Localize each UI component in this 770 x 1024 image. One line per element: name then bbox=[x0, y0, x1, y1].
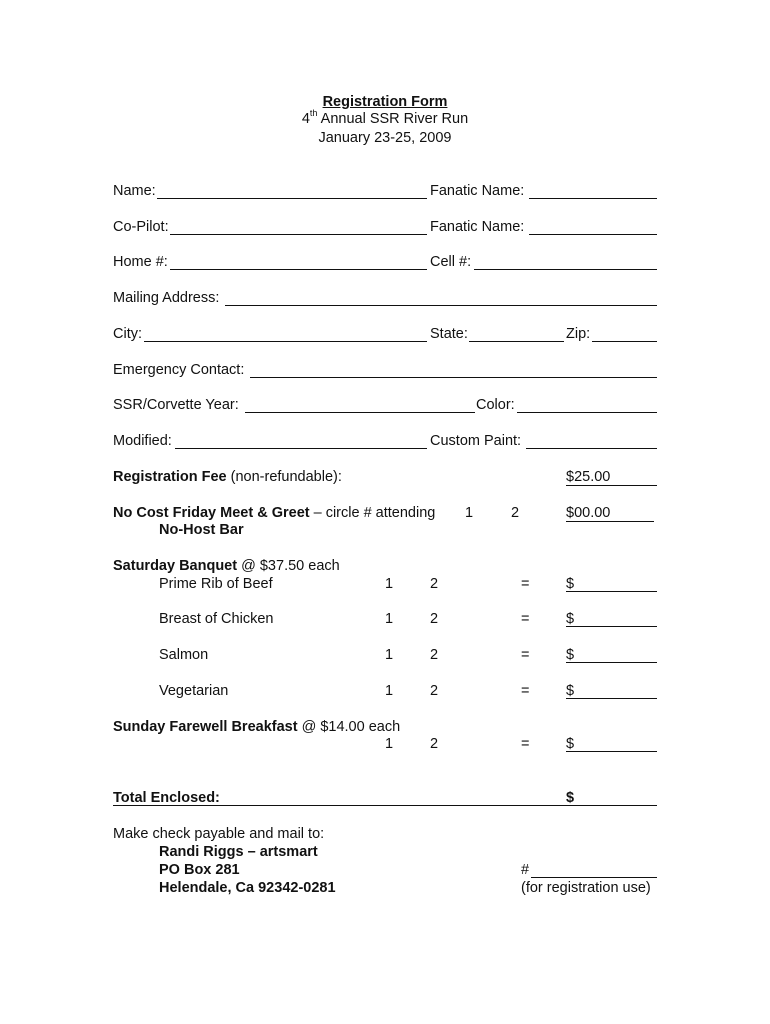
quantity-option-1[interactable]: 1 bbox=[385, 647, 394, 663]
registration-fee-label: Registration Fee bbox=[113, 469, 227, 485]
event-ordinal: 4 bbox=[301, 111, 310, 127]
friday-option-1[interactable]: 1 bbox=[465, 505, 474, 521]
custom-paint-field[interactable] bbox=[526, 448, 657, 449]
quantity-option-2[interactable]: 2 bbox=[430, 576, 439, 592]
cell-phone-label: Cell #: bbox=[430, 254, 472, 270]
friday-amount-underline bbox=[566, 521, 654, 522]
name-label: Name: bbox=[113, 183, 156, 199]
menu-item-name: Breast of Chicken bbox=[159, 611, 274, 627]
copilot-field[interactable] bbox=[170, 234, 427, 235]
equals-sign: = bbox=[521, 736, 530, 752]
mail-instructions: Make check payable and mail to: bbox=[113, 826, 325, 842]
event-ordinal-suffix: th bbox=[309, 108, 318, 119]
menu-item-name: Salmon bbox=[159, 647, 209, 663]
registration-number-hash: # bbox=[521, 862, 530, 878]
friday-label: No Cost Friday Meet & Greet bbox=[113, 505, 310, 521]
zip-label: Zip: bbox=[566, 326, 591, 342]
saturday-note: @ $37.50 each bbox=[237, 558, 340, 574]
equals-sign: = bbox=[521, 683, 530, 699]
mail-recipient-name: Randi Riggs – artsmart bbox=[159, 844, 318, 860]
menu-item-name: Vegetarian bbox=[159, 683, 229, 699]
vehicle-year-field[interactable] bbox=[245, 412, 475, 413]
fanatic-name-field[interactable] bbox=[529, 198, 657, 199]
mailing-address-label: Mailing Address: bbox=[113, 290, 220, 306]
sunday-label: Sunday Farewell Breakfast bbox=[113, 719, 298, 735]
friday-note: – circle # attending bbox=[309, 505, 436, 521]
equals-sign: = bbox=[521, 611, 530, 627]
saturday-line bbox=[113, 558, 340, 575]
event-title bbox=[0, 108, 770, 128]
equals-sign: = bbox=[521, 647, 530, 663]
registration-fee-amount: $25.00 bbox=[566, 469, 611, 485]
amount-field[interactable] bbox=[566, 698, 657, 699]
state-label: State: bbox=[430, 326, 468, 342]
sunday-amount-field[interactable] bbox=[566, 751, 657, 752]
currency-sign: $ bbox=[566, 611, 575, 627]
registration-fee-underline bbox=[566, 485, 657, 486]
sunday-option-1[interactable]: 1 bbox=[385, 736, 394, 752]
mail-city: Helendale, Ca 92342-0281 bbox=[159, 880, 336, 896]
registration-use-note: (for registration use) bbox=[521, 880, 651, 896]
mail-po-box: PO Box 281 bbox=[159, 862, 240, 878]
total-currency-sign: $ bbox=[566, 790, 575, 806]
sunday-line bbox=[113, 719, 400, 736]
quantity-option-2[interactable]: 2 bbox=[430, 611, 439, 627]
total-enclosed-label: Total Enclosed: bbox=[113, 790, 220, 806]
quantity-option-2[interactable]: 2 bbox=[430, 647, 439, 663]
friday-no-host-bar: No-Host Bar bbox=[159, 522, 244, 538]
currency-sign: $ bbox=[566, 576, 575, 592]
form-title: Registration Form bbox=[322, 94, 448, 110]
equals-sign: = bbox=[521, 576, 530, 592]
amount-field[interactable] bbox=[566, 626, 657, 627]
quantity-option-1[interactable]: 1 bbox=[385, 683, 394, 699]
emergency-contact-label: Emergency Contact: bbox=[113, 362, 245, 378]
fanatic-name-label: Fanatic Name: bbox=[430, 183, 525, 199]
amount-field[interactable] bbox=[566, 591, 657, 592]
city-field[interactable] bbox=[144, 341, 427, 342]
emergency-contact-field[interactable] bbox=[250, 377, 657, 378]
currency-sign: $ bbox=[566, 683, 575, 699]
event-dates: January 23-25, 2009 bbox=[318, 130, 452, 146]
modified-label: Modified: bbox=[113, 433, 172, 449]
registration-fee-note: (non-refundable): bbox=[226, 469, 342, 485]
sunday-option-2[interactable]: 2 bbox=[430, 736, 439, 752]
zip-field[interactable] bbox=[592, 341, 657, 342]
city-label: City: bbox=[113, 326, 142, 342]
vehicle-year-label: SSR/Corvette Year: bbox=[113, 397, 239, 413]
quantity-option-1[interactable]: 1 bbox=[385, 576, 394, 592]
amount-field[interactable] bbox=[566, 662, 657, 663]
currency-sign: $ bbox=[566, 647, 575, 663]
copilot-fanatic-name-label: Fanatic Name: bbox=[430, 219, 525, 235]
quantity-option-1[interactable]: 1 bbox=[385, 611, 394, 627]
copilot-label: Co-Pilot: bbox=[113, 219, 169, 235]
mailing-address-field[interactable] bbox=[225, 305, 657, 306]
name-field[interactable] bbox=[157, 198, 427, 199]
currency-sign: $ bbox=[566, 736, 575, 752]
home-phone-field[interactable] bbox=[170, 269, 427, 270]
total-enclosed-field[interactable] bbox=[113, 805, 657, 806]
registration-fee-line bbox=[113, 469, 342, 486]
home-phone-label: Home #: bbox=[113, 254, 168, 270]
event-name: Annual SSR River Run bbox=[317, 111, 469, 127]
modified-field[interactable] bbox=[175, 448, 427, 449]
registration-number-field[interactable] bbox=[531, 877, 657, 878]
copilot-fanatic-name-field[interactable] bbox=[529, 234, 657, 235]
quantity-option-2[interactable]: 2 bbox=[430, 683, 439, 699]
color-label: Color: bbox=[476, 397, 515, 413]
friday-option-2[interactable]: 2 bbox=[511, 505, 520, 521]
menu-item-name: Prime Rib of Beef bbox=[159, 576, 273, 592]
sunday-note: @ $14.00 each bbox=[297, 719, 401, 735]
color-field[interactable] bbox=[517, 412, 657, 413]
custom-paint-label: Custom Paint: bbox=[430, 433, 522, 449]
cell-phone-field[interactable] bbox=[474, 269, 657, 270]
friday-line bbox=[113, 505, 435, 522]
saturday-label: Saturday Banquet bbox=[113, 558, 238, 574]
state-field[interactable] bbox=[469, 341, 564, 342]
friday-amount: $00.00 bbox=[566, 505, 611, 521]
